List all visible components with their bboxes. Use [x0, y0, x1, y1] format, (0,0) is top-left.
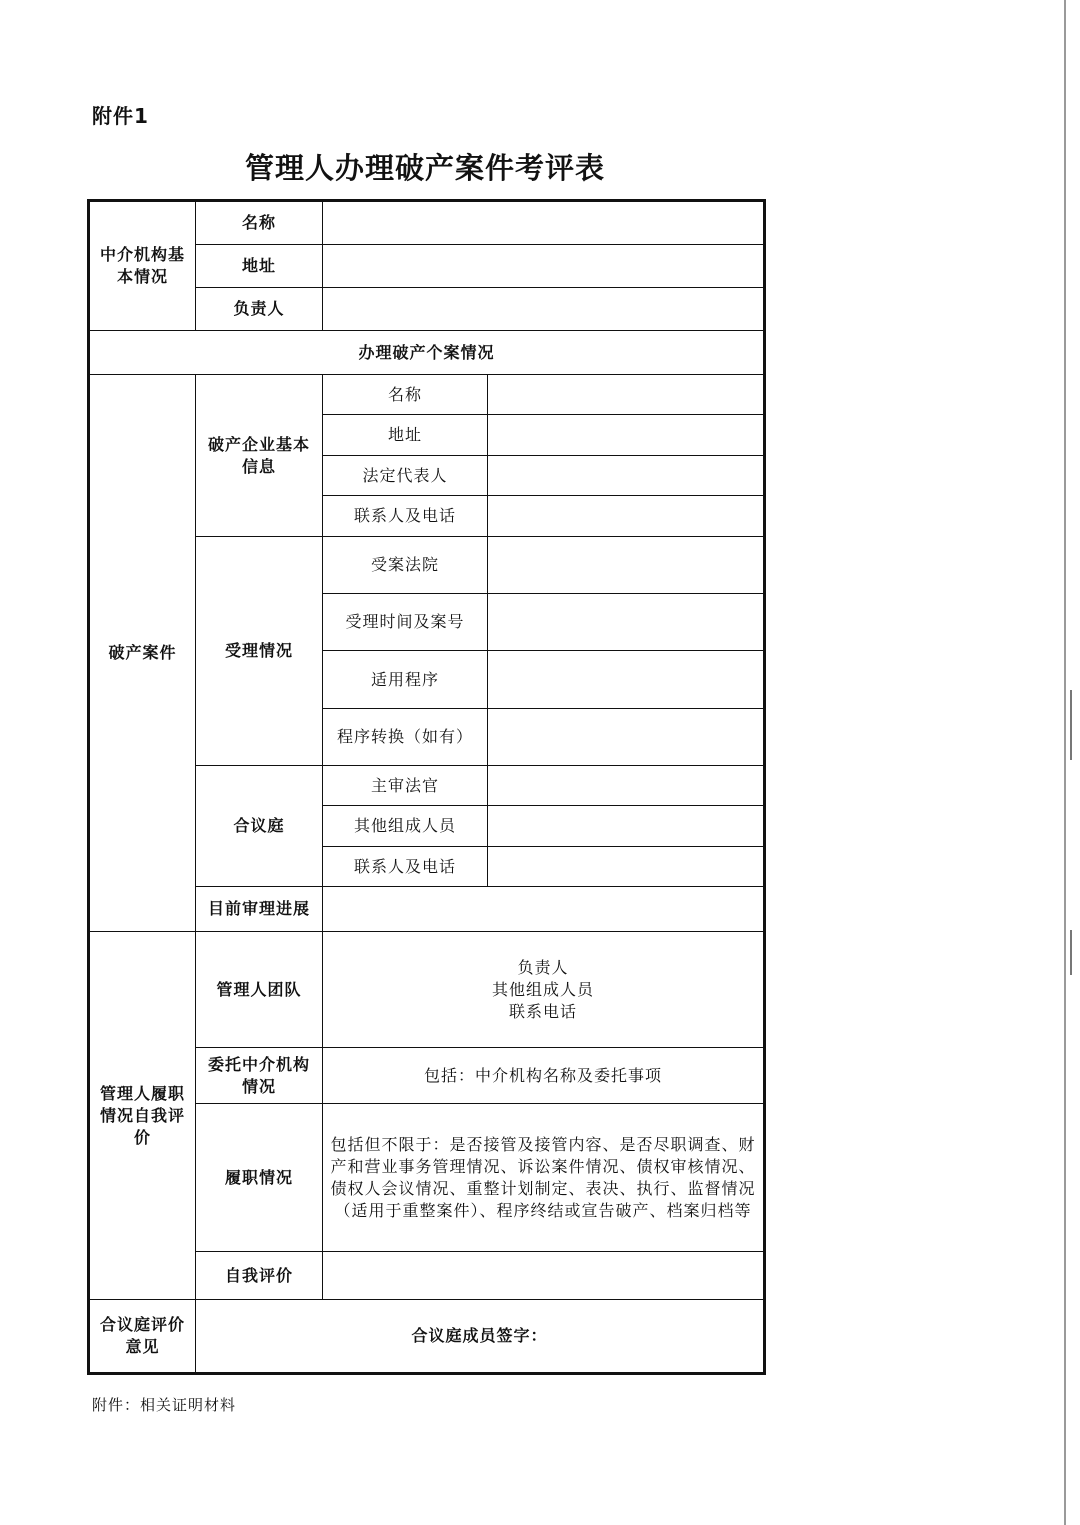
team-principal-line: 负责人 — [517, 957, 569, 977]
bankruptcy-case-group-label: 破产案件 — [89, 375, 196, 932]
procedure-conversion-field[interactable] — [488, 709, 765, 766]
agency-principal-label: 负责人 — [196, 288, 323, 331]
scan-edge-mark — [1070, 930, 1072, 975]
case-section-header: 办理破产个案情况 — [89, 331, 765, 375]
panel-contact-label: 联系人及电话 — [323, 847, 488, 887]
page-edge-line — [1064, 0, 1066, 1525]
agency-name-field[interactable] — [323, 201, 765, 245]
agency-group-label: 中介机构基本情况 — [89, 201, 196, 331]
enterprise-contact-label: 联系人及电话 — [323, 496, 488, 537]
entrusted-agency-field[interactable]: 包括：中介机构名称及委托事项 — [323, 1048, 765, 1104]
acceptance-label: 受理情况 — [196, 537, 323, 766]
footer-note: 附件：相关证明材料 — [92, 1396, 237, 1414]
current-progress-field[interactable] — [323, 887, 765, 932]
evaluation-form-table — [87, 199, 766, 1375]
collegiate-panel-label: 合议庭 — [196, 766, 323, 887]
agency-name-label: 名称 — [196, 201, 323, 245]
team-phone-line: 联系电话 — [508, 1001, 577, 1021]
enterprise-info-label-text: 破产企业基本信息 — [207, 434, 310, 476]
enterprise-name-label: 名称 — [323, 375, 488, 415]
enterprise-contact-field[interactable] — [488, 496, 765, 537]
duty-performance-field[interactable]: 包括但不限于：是否接管及接管内容、是否尽职调查、财产和营业事务管理情况、诉讼案件情况、债权审核情况、债权人会议情况、重整计划制定、表决、执行、监督情况（适用于重整案件）、程序终结或宣告破产、档案归档等 — [323, 1104, 765, 1252]
current-progress-label: 目前审理进展 — [196, 887, 323, 932]
enterprise-name-field[interactable] — [488, 375, 765, 415]
scan-edge-mark — [1070, 690, 1072, 760]
applicable-procedure-label: 适用程序 — [323, 651, 488, 709]
entrusted-agency-label: 委托中介机构情况 — [196, 1048, 323, 1104]
enterprise-address-label: 地址 — [323, 415, 488, 456]
accepting-court-label: 受案法院 — [323, 537, 488, 594]
presiding-judge-field[interactable] — [488, 766, 765, 806]
other-members-label: 其他组成人员 — [323, 806, 488, 847]
applicable-procedure-field[interactable] — [488, 651, 765, 709]
panel-signature-field[interactable]: 合议庭成员签字： — [196, 1300, 765, 1374]
enterprise-address-field[interactable] — [488, 415, 765, 456]
enterprise-legal-rep-field[interactable] — [488, 456, 765, 496]
document-title: 管理人办理破产案件考评表 — [244, 151, 605, 185]
self-evaluation-label: 自我评价 — [196, 1252, 323, 1300]
panel-contact-field[interactable] — [488, 847, 765, 887]
panel-opinion-label: 合议庭评价意见 — [89, 1300, 196, 1374]
acceptance-time-case-no-field[interactable] — [488, 594, 765, 651]
enterprise-info-label — [196, 375, 323, 537]
acceptance-time-case-no-label: 受理时间及案号 — [323, 594, 488, 651]
agency-address-field[interactable] — [323, 245, 765, 288]
performance-group-label: 管理人履职情况自我评价 — [89, 932, 196, 1300]
presiding-judge-label: 主审法官 — [323, 766, 488, 806]
attachment-label: 附件1 — [92, 104, 149, 128]
procedure-conversion-label: 程序转换（如有） — [323, 709, 488, 766]
manager-team-label: 管理人团队 — [196, 932, 323, 1048]
agency-address-label: 地址 — [196, 245, 323, 288]
manager-team-field[interactable] — [323, 932, 765, 1048]
other-members-field[interactable] — [488, 806, 765, 847]
agency-principal-field[interactable] — [323, 288, 765, 331]
enterprise-legal-rep-label: 法定代表人 — [323, 456, 488, 496]
accepting-court-field[interactable] — [488, 537, 765, 594]
team-other-members-line: 其他组成人员 — [491, 979, 594, 999]
duty-performance-label: 履职情况 — [196, 1104, 323, 1252]
self-evaluation-field[interactable] — [323, 1252, 765, 1300]
